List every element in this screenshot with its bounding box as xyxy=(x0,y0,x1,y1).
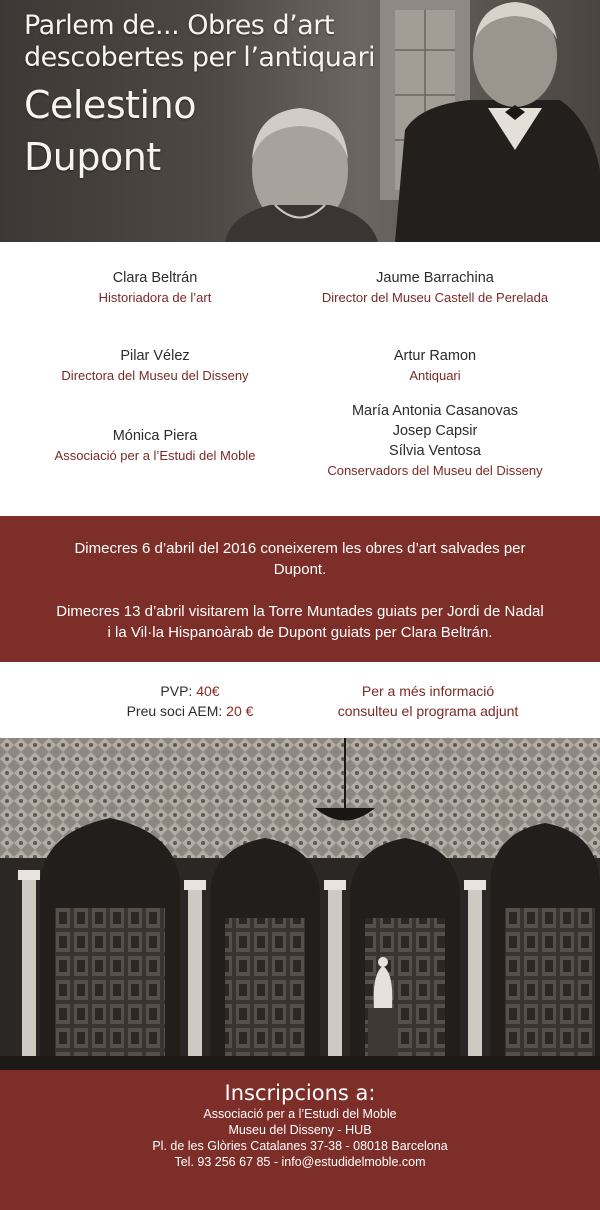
speaker-role: Associació per a l’Estudi del Moble xyxy=(54,448,256,463)
event-title xyxy=(24,10,375,182)
speaker-name: Jaume Barrachina xyxy=(376,270,494,286)
price-value: 40€ xyxy=(196,683,220,699)
speaker-name: Josep Capsir xyxy=(392,423,478,439)
price-pvp xyxy=(90,681,290,701)
speaker-conservators xyxy=(295,401,575,480)
date-line: Dimecres 13 d’abril visitarem la Torre Muntades guiats per Jordi de Nadal xyxy=(56,603,544,620)
title-line-3: Celestino xyxy=(24,83,196,127)
footer-address: Pl. de les Glòries Catalanes 37-38 - 08018 Barcelona xyxy=(152,1139,448,1153)
dates-banner xyxy=(0,516,600,662)
footer-org: Associació per a l’Estudi del Moble xyxy=(203,1107,397,1121)
speaker-role: Conservadors del Museu del Disseny xyxy=(327,463,543,478)
price-label: Preu soci AEM: xyxy=(126,703,223,719)
speaker-role: Historiadora de l’art xyxy=(98,290,212,305)
speaker-pilar-velez xyxy=(15,346,295,385)
title-line-4: Dupont xyxy=(24,135,161,179)
speaker-role: Director del Museu Castell de Perelada xyxy=(321,290,549,305)
info-note xyxy=(318,681,538,721)
header-banner xyxy=(0,0,600,242)
moorish-hall-image xyxy=(0,738,600,1070)
speaker-name: Artur Ramon xyxy=(393,348,477,364)
speaker-name: Mónica Piera xyxy=(112,428,198,444)
date-line: Dupont. xyxy=(273,561,327,578)
title-line-2: descobertes per l’antiquari xyxy=(24,42,376,73)
speaker-name: Clara Beltrán xyxy=(112,270,198,286)
speaker-role: Directora del Museu del Disseny xyxy=(61,368,249,383)
speaker-jaume-barrachina xyxy=(295,268,575,307)
price-value: 20 € xyxy=(226,703,254,719)
price-label: PVP: xyxy=(160,683,193,699)
registration-footer xyxy=(0,1070,600,1210)
speaker-artur-ramon xyxy=(295,346,575,385)
info-line: consulteu el programa adjunt xyxy=(337,703,519,719)
info-line: Per a més informació xyxy=(361,683,495,699)
footer-contact[interactable]: Tel. 93 256 67 85 - info@estudidelmoble.com xyxy=(174,1155,426,1169)
speaker-role: Antiquari xyxy=(409,368,461,383)
footer-place: Museu del Disseny - HUB xyxy=(228,1123,372,1137)
speaker-clara-beltran xyxy=(15,268,295,307)
price-member xyxy=(90,701,290,721)
title-line-1: Parlem de... Obres d’art xyxy=(24,10,334,41)
speaker-name: Pilar Vélez xyxy=(120,348,190,364)
registration-title: Inscripcions a: xyxy=(224,1081,376,1105)
date-line: Dimecres 6 d’abril del 2016 coneixerem les obres d’art salvades per xyxy=(74,540,526,557)
price-block xyxy=(90,681,290,721)
speaker-name: Sílvia Ventosa xyxy=(389,443,481,459)
interior-photo xyxy=(0,738,600,1070)
speaker-monica-piera xyxy=(15,426,295,465)
date-line: i la Vil·la Hispanoàrab de Dupont guiats per Clara Beltrán. xyxy=(107,624,493,641)
speaker-name: María Antonia Casanovas xyxy=(351,403,519,419)
